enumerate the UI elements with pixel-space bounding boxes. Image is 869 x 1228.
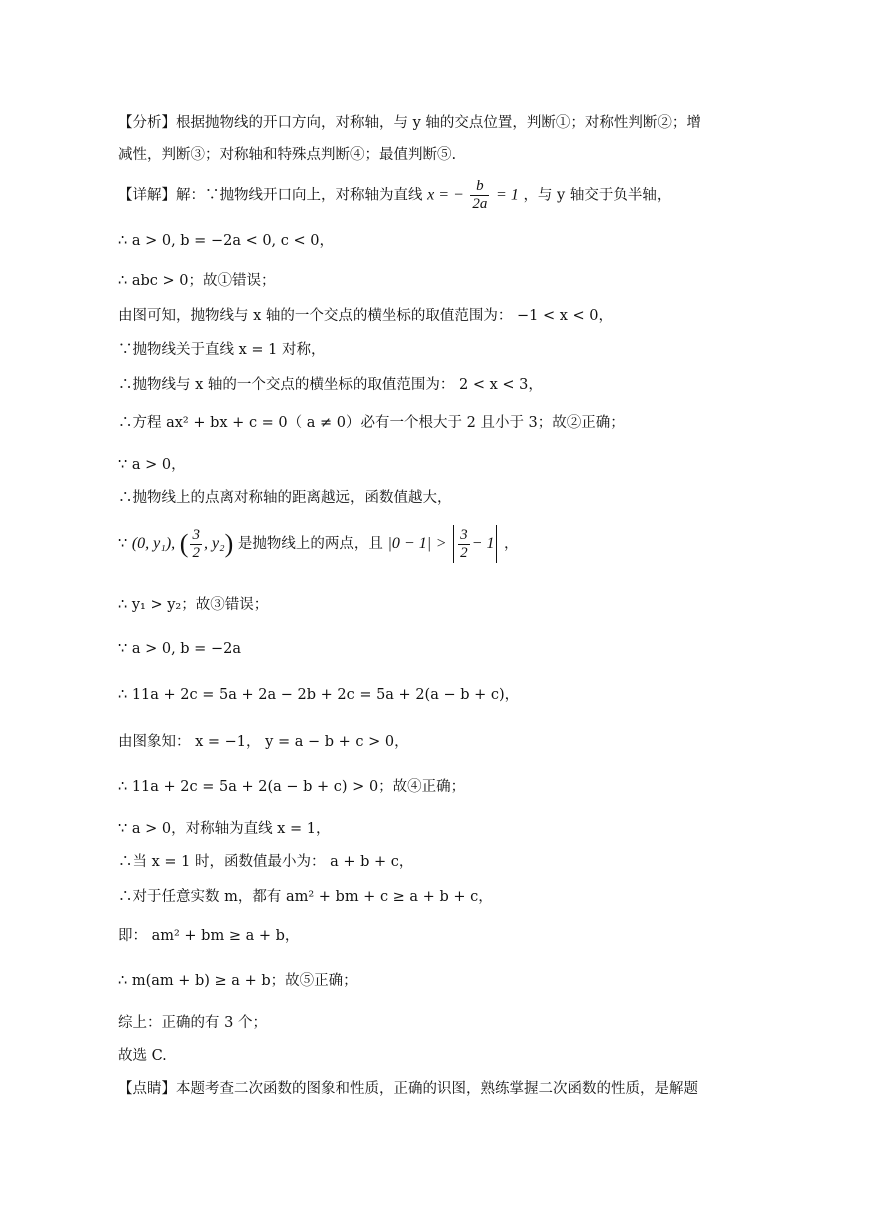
abs-right-minus: − 1 [471,535,495,552]
greater-than: > [435,535,447,552]
abs-left-value: 0 − 1 [391,535,427,552]
step-line-10: ∵ a > 0， [118,457,186,473]
point-two-y: , y₂ [203,535,225,552]
step-line-15: ∴ 11a + 2c = 5a + 2a − 2b + 2c = 5a + 2(a − b + c)， [118,687,520,703]
step-line-20: ∴对于任意实数 m，都有 am² + bm + c ≥ a + b + c， [118,889,493,905]
axis-formula-rhs: = 1 [496,186,519,204]
because-symbol: ∵ [118,536,128,552]
abs-right-denominator: 2 [460,544,468,561]
axis-fraction [470,178,489,213]
step-line-7: ∵抛物线关于直线 x = 1 对称， [118,342,326,358]
step-line-9: ∴方程 ax² + bx + c = 0（ a ≠ 0）必有一个根大于 2 且小于 3；故②正确； [118,415,625,431]
step-line-19: ∴当 x = 1 时，函数值最小为： a + b + c， [118,854,414,870]
three-halves-denominator: 2 [192,544,200,561]
step-line-16: 由图象知： x = −1， y = a − b + c > 0， [118,734,409,750]
step-line-17: ∴ 11a + 2c = 5a + 2(a − b + c) > 0；故④正确； [118,779,466,795]
left-paren: ( [179,529,189,558]
axis-fraction-numerator: b [470,178,489,196]
points-text: 是抛物线上的两点，且 [237,536,383,552]
step-line-13: ∴ y₁ > y₂；故③错误； [118,597,269,613]
abs-bar-open [453,525,454,563]
axis-fraction-denominator: 2a [472,196,488,212]
step-line-11: ∴抛物线上的点离对称轴的距离越远，函数值越大， [118,490,452,506]
axis-formula-lhs: x = − [427,186,464,204]
answer-line: 故选 C. [118,1048,167,1064]
abs-right-numerator: 3 [460,526,468,543]
analysis-line-1: 【分析】根据抛物线的开口方向，对称轴，与 y 轴的交点位置，判断①；对称性判断②；增 [118,115,701,131]
analysis-line-2: 减性，判断③；对称轴和特殊点判断④；最值判断⑤. [118,147,457,163]
step-line-4: ∴ a > 0, b = −2a < 0, c < 0， [118,233,334,249]
step-line-6: 由图可知，抛物线与 x 轴的一个交点的横坐标的取值范围为： −1 < x < 0， [118,308,614,324]
abs-bar-close [496,525,497,563]
comment-line: 【点睛】本题考查二次函数的图象和性质，正确的识图，熟练掌握二次函数的性质，是解题 [118,1081,698,1097]
three-halves-numerator: 3 [192,526,200,543]
point-one: (0, y₁), [131,535,176,552]
step-line-8: ∴抛物线与 x 轴的一个交点的横坐标的取值范围为： 2 < x < 3， [118,377,543,393]
step-line-21: 即： am² + bm ≥ a + b， [118,928,300,944]
summary-line: 综上：正确的有 3 个； [118,1015,267,1031]
step-line-22: ∴ m(am + b) ≥ a + b；故⑤正确； [118,973,358,989]
detail-intro-text: 【详解】解：∵抛物线开口向上，对称轴为直线 [118,187,428,204]
detail-line-intro [118,178,749,213]
detail-intro-tail: ，与 y 轴交于负半轴， [523,187,672,204]
abs-right-fraction [458,527,470,562]
three-halves-fraction [190,527,202,562]
right-paren: ) [224,529,234,558]
step-line-5: ∴ abc > 0；故①错误； [118,273,276,289]
abs-left: |0 − 1| [387,535,432,552]
step-line-14: ∵ a > 0, b = −2a [118,641,241,657]
points-comma: ， [504,536,519,552]
points-line [118,525,749,563]
step-line-18: ∵ a > 0，对称轴为直线 x = 1， [118,821,331,837]
